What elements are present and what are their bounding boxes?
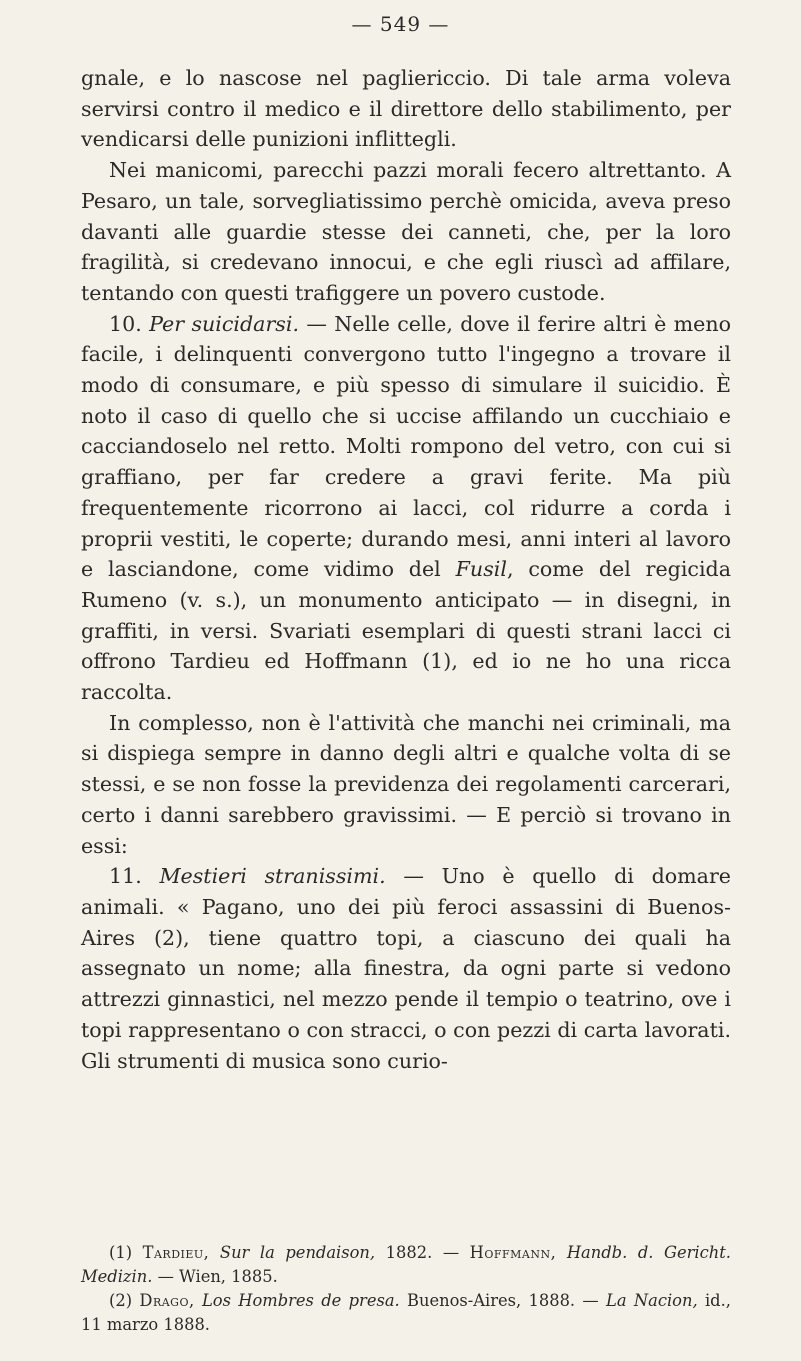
footnote-title: La Nacion, bbox=[606, 1291, 698, 1310]
section-number: 11. bbox=[109, 864, 142, 889]
section-text: — Nelle celle, dove il ferire altri è meno facile, i delinquenti convergono tutto l'ingegno a trovare il modo di consumare, e più spesso di simulare il suicidio. È noto il caso di quello che si uccise affilando un cucchiaio e cacciandoselo nel retto. Molti rompono del vetro, con cui si graffiano, per far credere a gravi ferite. Ma più frequentemente ricorrono ai lacci, col ridurre a corda i proprii vestiti, le coperte; durando mesi, anni interi al lavoro e lasciandone, come vidimo del bbox=[81, 311, 731, 582]
body-text bbox=[81, 63, 731, 1076]
footnote-author: Drago, bbox=[139, 1291, 195, 1310]
page-number: — 549 — bbox=[351, 12, 450, 36]
italic-reference: Fusil bbox=[455, 557, 507, 582]
section-title: Per suicidarsi. bbox=[149, 311, 299, 336]
section-11-paragraph bbox=[81, 861, 731, 1076]
paragraph-complesso: In complesso, non è l'attività che manchi nei criminali, ma si dispiega sempre in danno degli altri e qualche volta di se stessi, e se non fosse la previdenza dei regolamenti carcerari, certo i danni sarebbero gravissimi. — E perciò si trovano in essi: bbox=[81, 710, 731, 858]
footnote-mark: (2) bbox=[109, 1291, 133, 1310]
footnote-title: Los Hombres de presa. bbox=[201, 1291, 400, 1310]
footnote-author: Tardieu, bbox=[142, 1243, 210, 1262]
section-number: 10. bbox=[109, 311, 142, 336]
footnote-text: — Wien, 1885. bbox=[157, 1267, 278, 1286]
footnotes bbox=[81, 1241, 731, 1337]
footnote-title: Handb. d. Gericht. Medizin. bbox=[81, 1243, 731, 1286]
paragraph-manicomi: Nei manicomi, parecchi pazzi morali fecero altrettanto. A Pesaro, un tale, sorvegliatissimo perchè omicida, aveva preso davanti alle guardie stesse dei canneti, che, per la loro fragilità, si credevano innocui, e che egli riuscì ad affilare, tentando con questi trafiggere un povero custode. bbox=[81, 158, 731, 305]
footnote-text: 1882. — bbox=[385, 1243, 460, 1262]
section-10-paragraph bbox=[81, 309, 731, 708]
section-text: — Uno è quello di domare animali. « Pagano, uno dei più feroci assassini di Buenos-Aires (2), tiene quattro topi, a ciascuno dei quali ha assegnato un nome; alla finestra, da ogni parte si vedono attrezzi ginnastici, nel mezzo pende il tempio o teatrino, ove i topi rappresentano o con stracci, o con pezzi di carta lavorati. Gli strumenti di musica sono curio- bbox=[81, 864, 731, 1073]
footnote-2 bbox=[81, 1289, 731, 1337]
footnote-title: Sur la pendaison, bbox=[219, 1243, 376, 1262]
footnote-mark: (1) bbox=[109, 1243, 133, 1262]
footnote-text: Buenos-Aires, 1888. — bbox=[407, 1291, 599, 1310]
paragraph-continued: gnale, e lo nascose nel pagliericcio. Di tale arma voleva servirsi contro il medico e il direttore dello stabilimento, per vendicarsi delle punizioni inflittegli. bbox=[81, 66, 731, 152]
section-title: Mestieri stranissimi. bbox=[159, 864, 386, 889]
footnote-text: id., 11 marzo 1888. bbox=[81, 1291, 731, 1334]
footnote-author: Hoffmann, bbox=[469, 1243, 557, 1262]
footnote-1 bbox=[81, 1241, 731, 1289]
section-text: , come del regicida Rumeno (v. s.), un monumento anticipato — in disegni, in graffiti, in versi. Svariati esemplari di questi strani lacci ci offrono Tardieu ed Hoffmann (1), ed io ne ho una ricca raccolta. bbox=[81, 557, 732, 705]
